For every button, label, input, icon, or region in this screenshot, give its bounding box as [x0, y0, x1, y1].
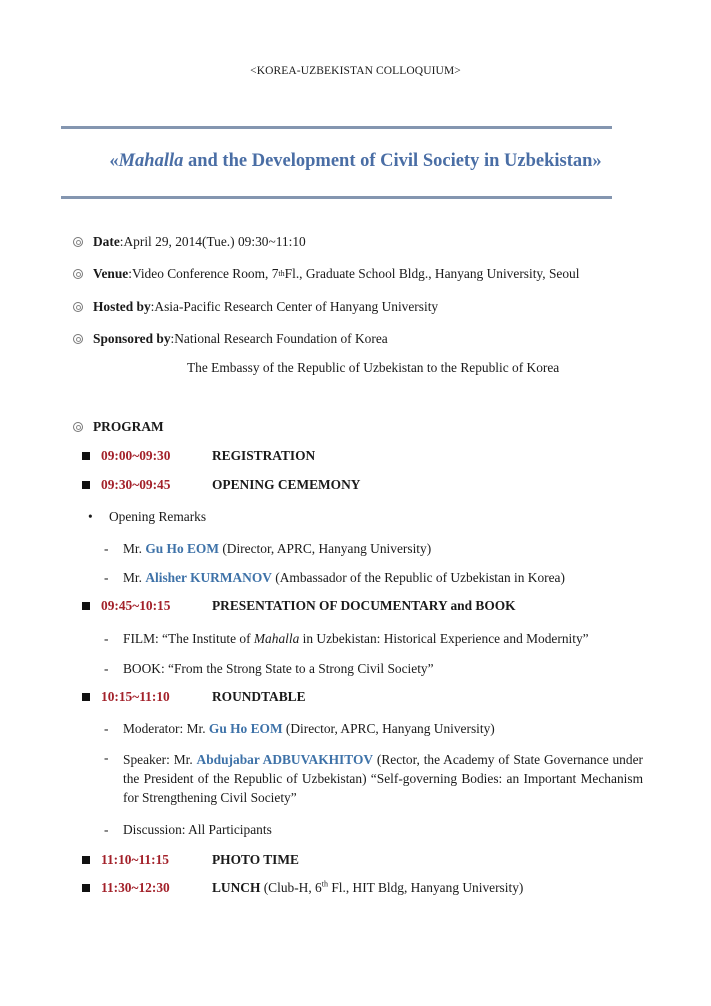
program-label: ROUNDTABLE [212, 689, 306, 704]
discussion-text: Discussion: All Participants [123, 822, 272, 837]
dash-bullet-icon: - [104, 721, 109, 736]
speaker-prefix: Speaker: Mr. [123, 752, 197, 767]
double-circle-bullet-icon [73, 302, 83, 312]
sponsored-label: Sponsored by [93, 331, 171, 346]
program-heading [73, 419, 164, 435]
bottom-rule-divider [61, 196, 612, 199]
lunch-location-rest: Fl., HIT Bldg, Hanyang University) [327, 880, 524, 895]
square-bullet-icon [82, 452, 90, 460]
program-item-presentation [82, 598, 516, 614]
speaker-name: Abdujabar ADBUVAKHITOV [196, 752, 374, 767]
remark-affiliation: (Ambassador of the Republic of Uzbekistan in Korea) [271, 570, 565, 585]
venue-value-rest: Fl., Graduate School Bldg., Hanyang University, Seoul [284, 266, 580, 281]
venue-sep: : [128, 266, 132, 281]
info-date [73, 234, 306, 250]
program-label: PRESENTATION OF DOCUMENTARY and BOOK [212, 598, 516, 613]
double-circle-bullet-icon [73, 237, 83, 247]
top-rule-divider [61, 126, 612, 129]
dash-bullet-icon: - [104, 661, 109, 676]
colloquium-series-header: <KOREA-UZBEKISTAN COLLOQUIUM> [250, 65, 461, 77]
program-time: 09:00~09:30 [101, 448, 171, 463]
program-label: PHOTO TIME [212, 852, 299, 867]
dot-bullet-icon: • [88, 509, 93, 524]
film-italic-word: Mahalla [253, 631, 300, 646]
program-time: 09:30~09:45 [101, 477, 171, 492]
info-sponsored-by [73, 331, 388, 347]
lunch-location: (Club-H, 6 [260, 880, 322, 895]
speaker-details: (Rector, the Academy of State Governance under the President of the Republic of Uzbekistan) “Self-governing Bodies: an Important Mechanism for Strengthening Civil Society” [123, 752, 643, 805]
title-text: and the Development of Civil Society in Uzbekistan [183, 151, 593, 171]
speaker-name: Alisher KURMANOV [145, 570, 272, 585]
moderator-prefix: Moderator: Mr. [123, 721, 209, 736]
hosted-value: Asia-Pacific Research Center of Hanyang University [154, 299, 439, 314]
film-text: FILM: “The Institute of [123, 631, 254, 646]
program-item-lunch [82, 880, 523, 896]
venue-label: Venue [93, 266, 129, 281]
film-item [104, 631, 589, 647]
film-text-rest: in Uzbekistan: Historical Experience and Modernity” [299, 631, 589, 646]
remark-item [104, 541, 431, 557]
moderator-item [104, 721, 495, 737]
opening-remarks-label: Opening Remarks [109, 509, 207, 524]
moderator-affiliation: (Director, APRC, Hanyang University) [282, 721, 495, 736]
opening-remarks-bullet [88, 509, 206, 525]
title-close-quote: » [592, 151, 602, 171]
program-time: 11:10~11:15 [101, 852, 169, 867]
info-venue: Venue : Video Conference Room, 7 th Fl., Graduate School Bldg., Hanyang University, Seoul [73, 266, 579, 282]
program-heading-text: PROGRAM [93, 419, 164, 434]
program-time: 09:45~10:15 [101, 598, 171, 613]
moderator-name: Gu Ho EOM [208, 721, 283, 736]
sponsor-1: National Research Foundation of Korea [174, 331, 388, 346]
info-hosted-by [73, 299, 438, 315]
square-bullet-icon [82, 602, 90, 610]
program-item-registration [82, 448, 315, 464]
hosted-label: Hosted by [93, 299, 151, 314]
square-bullet-icon [82, 693, 90, 701]
dash-bullet-icon: - [104, 541, 109, 556]
remark-item [104, 570, 565, 586]
book-text: BOOK: “From the Strong State to a Strong Civil Society” [123, 661, 434, 676]
remark-prefix: Mr. [123, 541, 146, 556]
square-bullet-icon [82, 856, 90, 864]
program-time: 11:30~12:30 [101, 880, 170, 895]
square-bullet-icon [82, 884, 90, 892]
lunch-ordinal: th [321, 879, 328, 889]
dash-bullet-icon: - [104, 631, 109, 646]
title-italic-word: Mahalla [118, 151, 184, 171]
document-title [0, 151, 711, 172]
program-label: OPENING CEMEMONY [212, 477, 361, 492]
program-item-opening [82, 477, 360, 493]
speaker-item [104, 750, 643, 807]
hosted-sep: : [150, 299, 155, 314]
dash-bullet-icon: - [104, 570, 109, 585]
program-time: 10:15~11:10 [101, 689, 170, 704]
title-open-quote: « [109, 151, 119, 171]
date-sep: : [119, 234, 124, 249]
date-value: April 29, 2014(Tue.) 09:30~11:10 [123, 234, 306, 249]
program-item-roundtable [82, 689, 306, 705]
book-item [104, 661, 434, 677]
program-label: LUNCH [212, 880, 261, 895]
double-circle-bullet-icon [73, 334, 83, 344]
date-label: Date [93, 234, 120, 249]
remark-affiliation: (Director, APRC, Hanyang University) [218, 541, 432, 556]
speaker-name: Gu Ho EOM [145, 541, 219, 556]
discussion-item [104, 822, 272, 838]
remark-prefix: Mr. [123, 570, 146, 585]
sponsor-2: The Embassy of the Republic of Uzbekistan to the Republic of Korea [187, 360, 560, 375]
square-bullet-icon [82, 481, 90, 489]
venue-value: Video Conference Room, 7 [131, 266, 279, 281]
dash-bullet-icon: - [104, 750, 109, 765]
program-label: REGISTRATION [212, 448, 316, 463]
dash-bullet-icon: - [104, 822, 109, 837]
double-circle-bullet-icon [73, 269, 83, 279]
double-circle-bullet-icon [73, 422, 83, 432]
program-item-photo [82, 852, 299, 868]
sponsored-sep: : [170, 331, 175, 346]
